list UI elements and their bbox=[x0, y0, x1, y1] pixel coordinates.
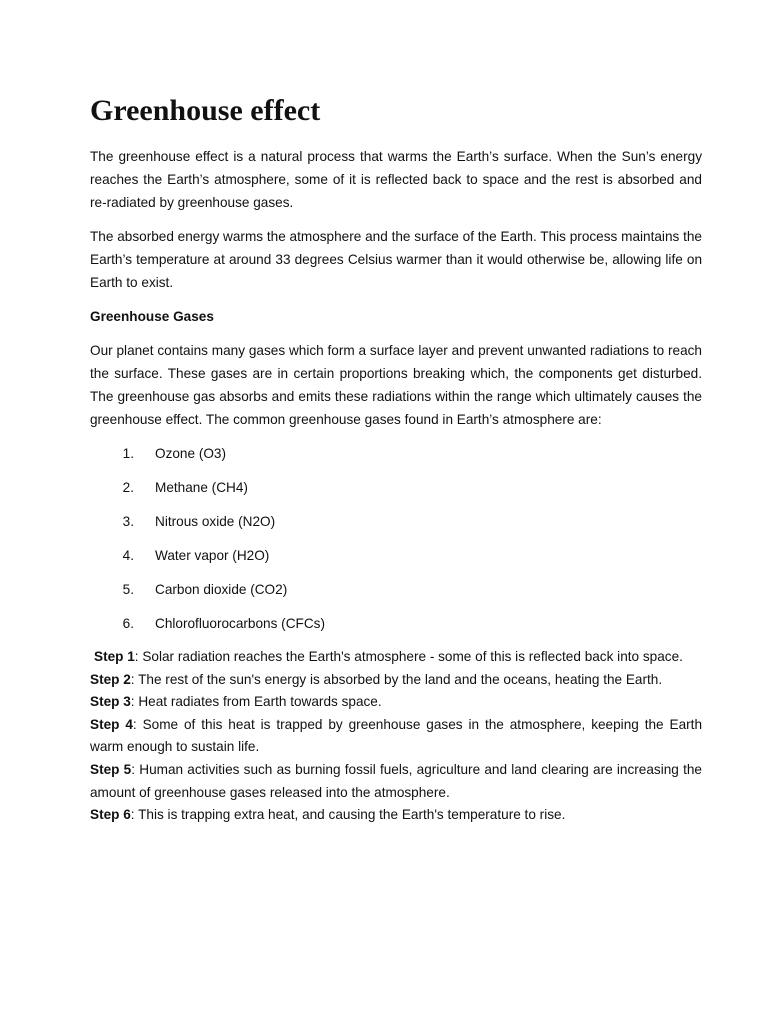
step-label: Step 6 bbox=[90, 807, 131, 823]
step-text: : This is trapping extra heat, and causing the Earth's temperature to rise. bbox=[130, 807, 566, 823]
list-item bbox=[90, 476, 702, 510]
gases-intro-paragraph: Our planet contains many gases which form a surface layer and prevent unwanted radiations to reach the surface. These gases are in certain proportions breaking which, the components get disturbed. The greenhouse gas absorbs and emits these radiations within the range which ultimately causes the greenhouse effect. The common greenhouse gases found in Earth’s atmosphere are: bbox=[90, 343, 702, 427]
step-text: : Some of this heat is trapped by greenhouse gases in the atmosphere, keeping the Earth warm enough to sustain life. bbox=[90, 716, 703, 755]
list-item-number: 3. bbox=[122, 514, 134, 529]
document-title: Greenhouse effect bbox=[90, 94, 321, 127]
step-2 bbox=[90, 669, 702, 692]
list-item-text: Chlorofluorocarbons (CFCs) bbox=[155, 616, 325, 631]
temperature-paragraph: The absorbed energy warms the atmosphere and the surface of the Earth. This process maintains the Earth’s temperature at around 33 degrees Celsius warmer than it would otherwise be, allowing life on Earth to exist. bbox=[90, 229, 702, 290]
step-text: : Heat radiates from Earth towards space. bbox=[130, 694, 382, 710]
list-item bbox=[90, 578, 702, 612]
list-item-text: Water vapor (H2O) bbox=[155, 548, 270, 563]
intro-paragraph: The greenhouse effect is a natural process that warms the Earth’s surface. When the Sun’s energy reaches the Earth’s atmosphere, some of it is reflected back to space and the rest is absorbed and re-radiated by greenhouse gases. bbox=[90, 149, 702, 210]
list-item-text: Ozone (O3) bbox=[155, 446, 227, 461]
step-1 bbox=[90, 646, 702, 669]
list-item-number: 6. bbox=[122, 616, 134, 631]
step-text: : Human activities such as burning fossil fuels, agriculture and land clearing are increasing the amount of greenhouse gases released into the atmosphere. bbox=[90, 761, 702, 800]
step-3 bbox=[90, 691, 702, 714]
list-item-text: Carbon dioxide (CO2) bbox=[155, 582, 288, 597]
step-text: : The rest of the sun's energy is absorbed by the land and the oceans, heating the Earth. bbox=[130, 671, 663, 687]
gases-heading: Greenhouse Gases bbox=[90, 309, 214, 324]
step-label: Step 1 bbox=[94, 649, 135, 664]
list-item-number: 5. bbox=[122, 582, 134, 597]
step-label: Step 3 bbox=[90, 694, 131, 710]
list-item bbox=[90, 544, 702, 578]
step-4 bbox=[90, 714, 702, 759]
steps-section bbox=[90, 646, 702, 827]
step-5 bbox=[90, 759, 702, 804]
gases-list bbox=[90, 442, 702, 646]
list-item-number: 2. bbox=[122, 480, 134, 495]
list-item bbox=[90, 442, 702, 476]
list-item bbox=[90, 510, 702, 544]
list-item-number: 4. bbox=[122, 548, 134, 563]
step-label: Step 5 bbox=[90, 761, 132, 777]
step-label: Step 2 bbox=[90, 671, 131, 687]
list-item-text: Methane (CH4) bbox=[155, 480, 248, 495]
list-item bbox=[90, 612, 702, 646]
step-label: Step 4 bbox=[90, 716, 133, 732]
step-6 bbox=[90, 804, 702, 827]
step-text: : Solar radiation reaches the Earth's atmosphere - some of this is reflected back into space. bbox=[134, 649, 683, 664]
list-item-text: Nitrous oxide (N2O) bbox=[155, 514, 276, 529]
list-item-number: 1. bbox=[122, 446, 134, 461]
document-page bbox=[90, 92, 702, 827]
